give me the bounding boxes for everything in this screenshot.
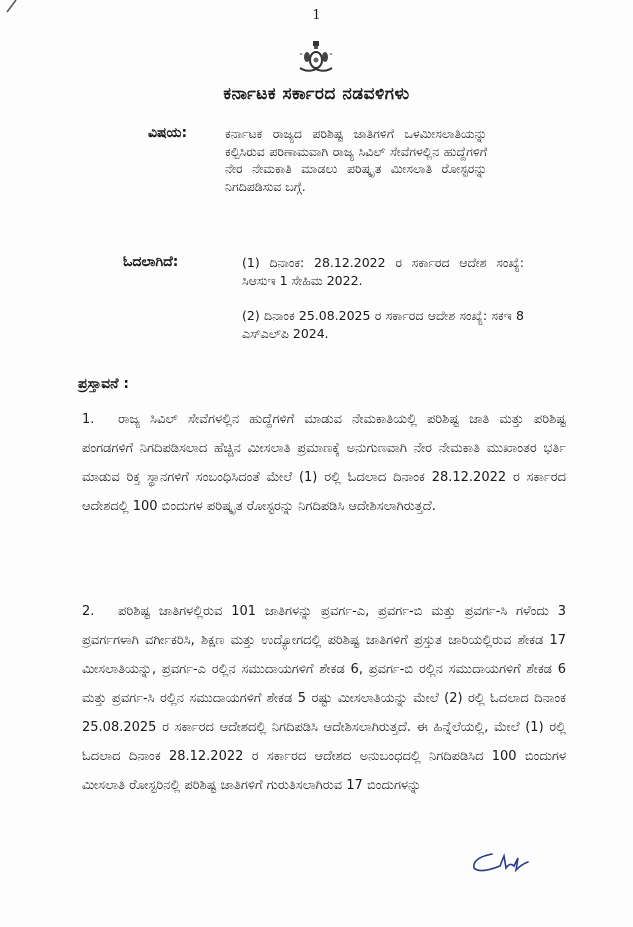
signature-mark bbox=[470, 848, 550, 878]
paragraph-2 bbox=[82, 597, 566, 800]
page-number: 1 bbox=[312, 8, 321, 23]
document-title: ಕರ್ನಾಟಕ ಸರ್ಕಾರದ ನಡವಳಿಗಳು bbox=[223, 84, 410, 104]
read-label: ಓದಲಾಗಿದೆ: bbox=[123, 254, 179, 270]
subject-text: ಕರ್ನಾಟಕ ರಾಜ್ಯದ ಪರಿಶಿಷ್ಟ ಜಾತಿಗಳಿಗೆ ಒಳಮೀಸಲಾತಿಯನ್ನು ಕಲ್ಪಿಸಿರುವ ಪರಿಣಾಮವಾಗಿ ರಾಜ್ಯ ಸಿವಿಲ್ ಸೇವೆಗಳಲ್ಲಿನ ಹುದ್ದೆಗಳಿಗೆ ನೇರ ನೇಮಕಾತಿ ಮಾಡಲು ಪರಿಷ್ಕೃತ ಮೀಸಲಾತಿ ರೋಸ್ಟರನ್ನು ನಿಗದಿಪಡಿಸುವ ಬಗ್ಗೆ. bbox=[225, 126, 487, 194]
paragraph-text: ರಾಜ್ಯ ಸಿವಿಲ್ ಸೇವೆಗಳಲ್ಲಿನ ಹುದ್ದೆಗಳಿಗೆ ಮಾಡುವ ನೇಮಕಾತಿಯಲ್ಲಿ ಪರಿಶಿಷ್ಟ ಜಾತಿ ಮತ್ತು ಪರಿಶಿಷ್ಟ ಪಂಗಡಗಳಿಗೆ ನಿಗದಿಪಡಿಸಲಾದ ಹೆಚ್ಚಿನ ಮೀಸಲಾತಿ ಪ್ರಮಾಣಕ್ಕೆ ಅನುಗುಣವಾಗಿ ನೇರ ನೇಮಕಾತಿ ಮುಖಾಂತರ ಭರ್ತಿ ಮಾಡುವ ರಿಕ್ತ ಸ್ಥಾನಗಳಿಗೆ ಸಂಬಂಧಿಸಿದಂತೆ ಮೇಲೆ (1) ರಲ್ಲಿ ಓದಲಾದ ದಿನಾಂಕ 28.12.2022 ರ ಸರ್ಕಾರದ ಆದೇಶದಲ್ಲಿ 100 ಬಿಂದುಗಳ ಪರಿಷ್ಕೃತ ರೋಸ್ಟರನ್ನು ನಿಗದಿಪಡಿಸಿ ಆದೇಶಿಸಲಾಗಿರುತ್ತದೆ. bbox=[82, 412, 566, 514]
preamble-heading: ಪ್ರಸ್ತಾವನೆ : bbox=[78, 376, 129, 392]
paragraph-text: ಪರಿಶಿಷ್ಟ ಜಾತಿಗಳಲ್ಲಿರುವ 101 ಜಾತಿಗಳನ್ನು ಪ್ರವರ್ಗ-ಎ, ಪ್ರವರ್ಗ-ಬಿ ಮತ್ತು ಪ್ರವರ್ಗ-ಸಿ ಗಳೆಂದು 3 ಪ್ರವರ್ಗಗಳಾಗಿ ವರ್ಗೀಕರಿಸಿ, ಶಿಕ್ಷಣ ಮತ್ತು ಉದ್ಯೋಗದಲ್ಲಿ ಪರಿಶಿಷ್ಟ ಜಾತಿಗಳಿಗೆ ಪ್ರಸ್ತುತ ಜಾರಿಯಲ್ಲಿರುವ ಶೇಕಡ 17 ಮೀಸಲಾತಿಯನ್ನು, ಪ್ರವರ್ಗ-ಎ ರಲ್ಲಿನ ಸಮುದಾಯಗಳಿಗೆ ಶೇಕಡ 6, ಪ್ರವರ್ಗ-ಬಿ ರಲ್ಲಿನ ಸಮುದಾಯಗಳಿಗೆ ಶೇಕಡ 6 ಮತ್ತು ಪ್ರವರ್ಗ-ಸಿ ರಲ್ಲಿನ ಸಮುದಾಯಗಳಿಗೆ ಶೇಕಡ 5 ರಷ್ಟು ಮೀಸಲಾತಿಯನ್ನು ಮೇಲೆ (2) ರಲ್ಲಿ ಓದಲಾದ ದಿನಾಂಕ 25.08.2025 ರ ಸರ್ಕಾರದ ಆದೇಶದಲ್ಲಿ ನಿಗದಿಪಡಿಸಿ ಆದೇಶಿಸಲಾಗಿರುತ್ತದೆ. ಈ ಹಿನ್ನೆಲೆಯಲ್ಲಿ, ಮೇಲೆ (1) ರಲ್ಲಿ ಓದಲಾದ ದಿನಾಂಕ 28.12.2022 ರ ಸರ್ಕಾರದ ಆದೇಶದ ಅನುಬಂಧದಲ್ಲಿ ನಿಗದಿಪಡಿಸಿದ 100 ಬಿಂದುಗಳ ಮೀಸಲಾತಿ ರೋಸ್ಟರಿನಲ್ಲಿ ಪರಿಶಿಷ್ಟ ಜಾತಿಗಳಿಗೆ ಗುರುತಿಸಲಾಗಿರುವ 17 ಬಿಂದುಗಳನ್ನು bbox=[82, 604, 566, 793]
reference-1: (1) ದಿನಾಂಕ: 28.12.2022 ರ ಸರ್ಕಾರದ ಆದೇಶ ಸಂಖ್ಯೆ: ಸಿಆಸುಇ 1 ಸೇಹಿಮ 2022. bbox=[242, 255, 524, 288]
government-emblem-icon bbox=[296, 40, 336, 76]
subject-label: ವಿಷಯ: bbox=[148, 125, 188, 141]
reference-2: (2) ದಿನಾಂಕ 25.08.2025 ರ ಸರ್ಕಾರದ ಆದೇಶ ಸಂಖ್ಯೆ: ಸಕಇ 8 ಎಸ್‌ಎಲ್‌ಪಿ 2024. bbox=[242, 308, 524, 341]
paragraph-1 bbox=[82, 405, 566, 521]
paragraph-number: 2. bbox=[82, 604, 95, 619]
paragraph-number: 1. bbox=[82, 412, 95, 427]
